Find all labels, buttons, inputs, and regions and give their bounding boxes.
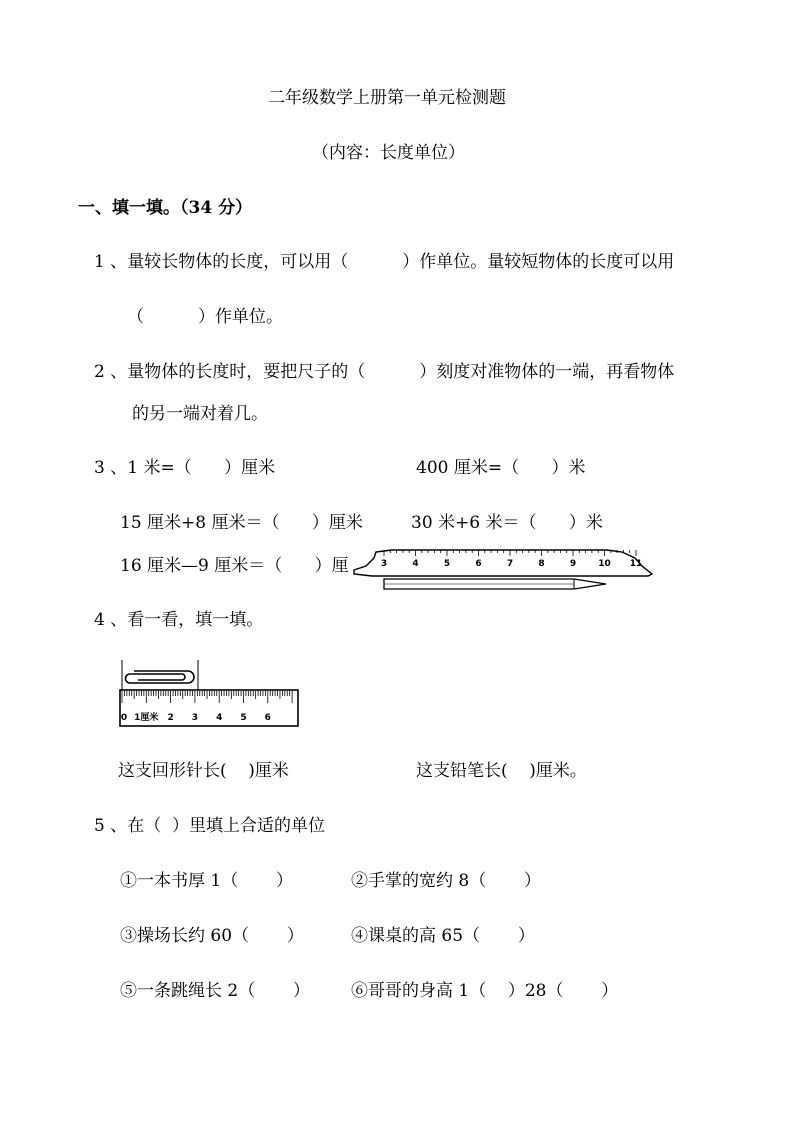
q3-item-a: 3 、1 米=（ ）厘米 <box>94 458 276 478</box>
q4-clip-answer: 这支回形针长( )厘米 <box>118 761 289 781</box>
q5-item: ①一本书厚 1（ ） <box>120 871 294 891</box>
q5-item: ③操场长约 60（ ） <box>120 926 304 946</box>
clip-ruler-label: 6 <box>264 713 271 723</box>
q5-item: ⑤一条跳绳长 2（ ） <box>120 981 311 1001</box>
q1-line1: 1 、量较长物体的长度，可以用（ ）作单位。量较短物体的长度可以用 <box>94 252 675 272</box>
pencil-ruler-label: 8 <box>538 559 545 569</box>
q4-prompt: 4 、看一看，填一填。 <box>94 610 264 630</box>
clip-ruler-label: 0 <box>120 713 128 723</box>
pencil-ruler-figure <box>352 544 664 592</box>
clip-ruler-label: 2 <box>167 713 174 723</box>
paperclip-icon <box>126 671 195 683</box>
pencil-ruler-label: 9 <box>569 559 577 569</box>
q5-prompt: 5 、在（ ）里填上合适的单位 <box>94 816 326 836</box>
page-subtitle: （内容：长度单位） <box>312 143 465 163</box>
pencil-ruler-label: 7 <box>506 559 514 569</box>
q2-line2: 的另一端对着几。 <box>132 404 268 424</box>
pencil-ruler-label: 11 <box>629 559 643 569</box>
q5-item: ②手掌的宽约 8（ ） <box>351 871 542 891</box>
section-heading: 一、填一填。（34 分） <box>78 198 253 218</box>
q3-item-e: 16 厘米—9 厘米＝（ ）厘 <box>120 556 349 576</box>
clip-ruler-label: 3 <box>191 713 199 723</box>
paperclip-ruler-figure <box>116 660 302 728</box>
pencil-ruler-label: 5 <box>443 559 451 569</box>
pencil-ruler-label: 4 <box>412 559 419 569</box>
pencil-ruler-label: 3 <box>380 559 388 569</box>
clip-ruler-label: 4 <box>216 713 223 723</box>
clip-ruler-label: 1厘米 <box>134 713 159 723</box>
q3-item-c: 15 厘米+8 厘米＝（ ）厘米 <box>120 513 363 533</box>
page-title: 二年级数学上册第一单元检测题 <box>268 88 506 108</box>
q3-item-d: 30 米+6 米＝（ ）米 <box>411 513 603 533</box>
clip-ruler-label: 5 <box>240 713 247 723</box>
pencil-ruler-label: 10 <box>598 559 611 569</box>
q1-line2: （ ）作单位。 <box>127 307 284 327</box>
q5-item: ④课桌的高 65（ ） <box>351 926 535 946</box>
q3-item-b: 400 厘米=（ ）米 <box>416 458 586 478</box>
q2-line1: 2 、量物体的长度时，要把尺子的（ ）刻度对准物体的一端，再看物体 <box>94 362 675 382</box>
pencil-ruler-ticks <box>381 550 642 569</box>
q5-item: ⑥哥哥的身高 1（ ）28（ ） <box>351 981 619 1001</box>
pencil-ruler-label: 6 <box>475 559 482 569</box>
q4-pencil-answer: 这支铅笔长( )厘米。 <box>416 761 587 781</box>
